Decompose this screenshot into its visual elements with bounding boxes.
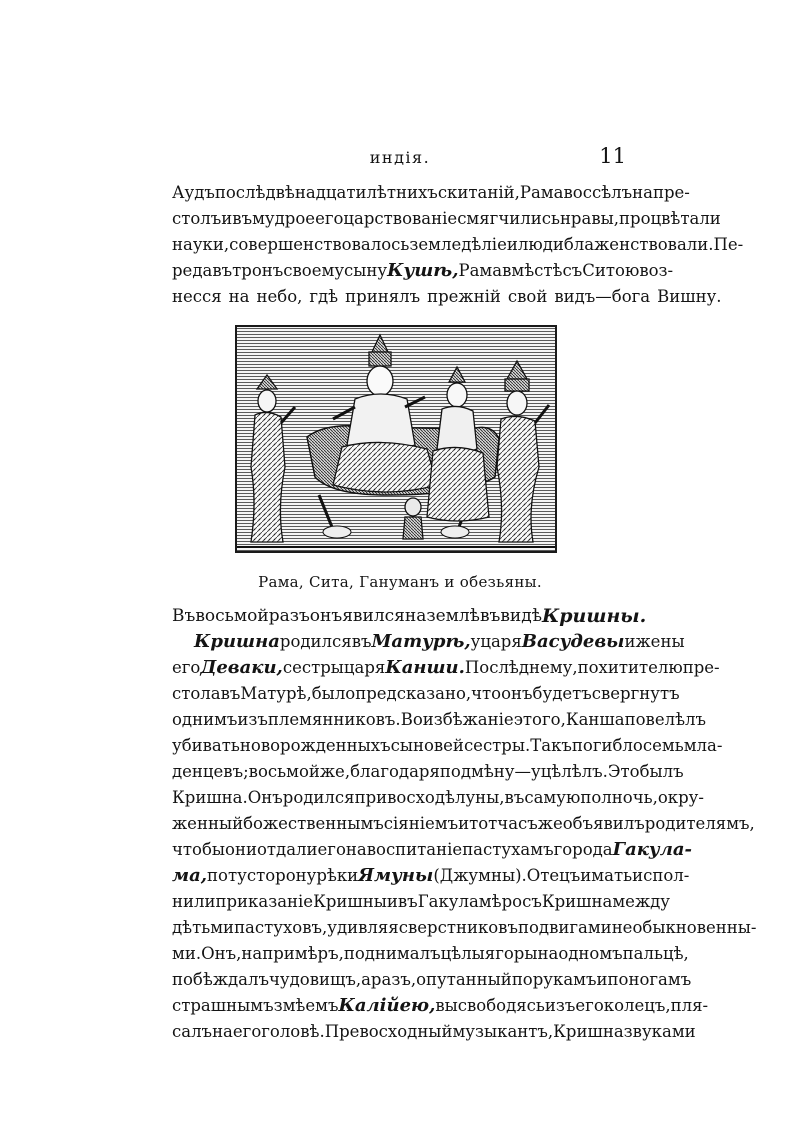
word: двѣнадцатилѣтнихъ [265,183,438,202]
word: повелѣлъ [624,710,707,729]
text-line [172,258,674,284]
word: Это [607,762,640,781]
word: несся [172,287,222,306]
word: пля- [670,996,709,1015]
word: принялъ [345,287,421,306]
word: Аудъ [172,183,215,202]
word: чтобы [172,840,226,859]
word: на [228,287,250,306]
emphasized-word: Кушѣ, [387,260,459,281]
word: напримѣръ, [241,944,344,963]
word: и [506,235,518,254]
word: страшнымъ [172,996,274,1015]
word: Кришны [313,892,387,911]
word: воспитаніе [366,840,463,859]
word: между [612,892,670,911]
word: что [471,684,502,703]
word: восьмой [195,606,269,626]
word: земледѣліе [409,235,507,254]
word: Пе- [713,235,744,254]
word: а [361,970,371,989]
word: родителямъ, [644,814,755,833]
word: своему [283,261,345,280]
word: же, [319,762,351,781]
word: воссѣлъ [563,183,633,202]
word: пастуховъ, [234,918,328,937]
word: пре- [682,658,720,677]
word: люди [517,235,564,254]
word: изъ [237,710,268,729]
word: свергнутъ [591,684,680,703]
word: въ [351,632,372,651]
word: Такъ [530,736,572,755]
word: Рама [458,261,503,280]
text-line [172,811,755,837]
word: они [225,840,257,859]
text-line [172,707,707,733]
word: пастухамъ [462,840,554,859]
word: его [232,1022,262,1041]
word: на [345,840,367,859]
word: испол- [632,866,690,885]
word: самую [524,788,581,807]
word: Вишну. [657,287,722,306]
word: сыну [344,261,388,280]
word: въ [232,209,253,228]
word: на [537,944,559,963]
word: окру- [657,788,704,807]
text-line [172,941,689,967]
paragraph-krishna [172,603,757,1045]
text-line [172,1019,696,1045]
word: небо, [256,287,303,306]
word: колецъ, [603,996,671,1015]
word: явился [342,606,405,626]
word: восьмой [248,762,320,781]
word: женный [172,814,244,833]
word: совершенствовалось [229,235,410,254]
word: и [458,814,470,833]
word: звуками [623,1022,696,1041]
word: столъ [172,209,222,228]
emphasized-word: Кришны. [541,605,647,627]
word: Послѣднему, [464,658,578,677]
word: уцѣлѣлъ. [530,762,608,781]
text-line [172,629,685,655]
word: восходѣ [387,788,455,807]
word: было [311,684,356,703]
word: видъ—бога [554,287,651,306]
word: въ [220,684,241,703]
word: и [386,892,398,911]
text-line [172,915,757,941]
word: Отецъ [526,866,581,885]
word: божественнымъ [243,814,384,833]
emphasized-word: ма, [172,865,208,886]
word: змѣемъ [273,996,339,1015]
word: онъ [309,606,343,626]
text-line [172,284,722,310]
word: же [537,814,563,833]
paragraph-top [172,180,744,310]
word: царя [343,658,386,677]
word: горы [495,944,538,963]
text-line [172,967,692,993]
word: похитителю [577,658,683,677]
word: разъ [268,606,310,626]
word: денцевъ; [172,762,249,781]
word: ми. [172,944,202,963]
word: царствованіе [343,209,458,228]
running-title: индія. [369,148,431,167]
word: смягчились [457,209,560,228]
word: былъ [639,762,684,781]
word: пре- [652,183,690,202]
word: одномъ [558,944,623,963]
text-line [172,759,684,785]
word: побѣждалъ [172,970,269,989]
word: однимъ [172,710,238,729]
word: Превосходный [324,1022,453,1041]
word: — [514,762,531,781]
word: съ [562,261,583,280]
text-line [172,837,693,863]
word: сторону [246,866,317,885]
word: его [575,996,604,1015]
word: жены [635,632,685,651]
word: предсказано, [355,684,472,703]
text-line [172,889,670,915]
text-line [172,232,744,258]
word: мла- [683,736,723,755]
word: блаженствовали. [563,235,714,254]
word: по [511,970,533,989]
word: его [315,209,344,228]
word: его [172,658,201,677]
word: и [580,866,592,885]
word: сестры [282,658,344,677]
emphasized-word: Канши. [385,657,465,678]
emphasized-word: Калійею, [338,995,436,1016]
word: чудовищъ, [268,970,362,989]
word: племянниковъ. [267,710,401,729]
page-number: 11 [599,144,626,168]
word: тотчасъ [469,814,538,833]
word: избѣжаніе [422,710,514,729]
word: родился [279,632,352,651]
word: Гакуламѣ [417,892,502,911]
text-line [172,785,704,811]
word: гдѣ [309,287,339,306]
word: тронъ [232,261,284,280]
word: редавъ [172,261,233,280]
word: необыкновенны- [611,918,757,937]
word: разъ, [370,970,417,989]
emphasized-word: Ямуны [358,865,434,886]
word: у [470,632,481,651]
text-line [172,655,720,681]
word: высвободясь [435,996,545,1015]
text-line [172,180,690,206]
word: Канша [565,710,625,729]
word: сыновей [390,736,464,755]
word: будетъ [532,684,592,703]
word: погибло [571,736,643,755]
word: удивляя [327,918,399,937]
text-line [172,863,690,889]
word: въ [479,606,501,626]
text-line [172,733,723,759]
word: свой [507,287,548,306]
word: мудрое [252,209,316,228]
word: убивать [172,736,240,755]
word: Кришна. [172,788,248,807]
word: объявилъ [562,814,645,833]
word: полночь, [580,788,658,807]
word: въ [504,788,525,807]
word: Матурѣ, [240,684,312,703]
word: ту [227,866,247,885]
word: отдали [256,840,318,859]
word: поднималъ [343,944,441,963]
word: изъ [544,996,576,1015]
word: салъ [172,1022,213,1041]
word: на [632,183,653,202]
word: родился [282,788,355,807]
word: мать [591,866,633,885]
emphasized-word: Гакула- [612,839,693,860]
word: сестры. [463,736,531,755]
word: подмѣну [439,762,515,781]
word: землѣ [426,606,480,626]
word: цѣлыя [440,944,496,963]
running-head [172,144,628,172]
word: онъ [501,684,533,703]
word: благодаря [350,762,440,781]
word: и [596,970,608,989]
emphasized-word: Васудевы [521,631,625,652]
word: нравы, [559,209,620,228]
word: музыкантъ, [452,1022,554,1041]
word: подвигами [517,918,612,937]
word: и [624,632,636,651]
text-line [172,603,647,629]
text-line [172,993,709,1019]
word: рѣки [316,866,359,885]
word: воз- [639,261,674,280]
word: приказаніе [215,892,314,911]
word: этого, [513,710,566,729]
text-line [172,681,680,707]
word: рукамъ [532,970,597,989]
word: его [317,840,346,859]
word: въ [397,892,418,911]
word: нили [172,892,216,911]
word: Рама [519,183,564,202]
word: по [607,970,629,989]
word: Во [400,710,423,729]
word: Онъ, [201,944,242,963]
text-line [172,206,721,232]
word: скитаній, [437,183,520,202]
word: царя [480,632,522,651]
word: (Джумны). [433,866,527,885]
word: головѣ. [261,1022,325,1041]
word: процвѣтали [619,209,721,228]
word: пальцѣ, [622,944,689,963]
word: науки, [172,235,230,254]
word: стола [172,684,221,703]
word: Онъ [247,788,283,807]
emphasized-word: Кришна [194,631,280,652]
illustration-rama-sita-hanuman [235,325,557,553]
word: ногамъ [628,970,692,989]
word: города [553,840,613,859]
emphasized-word: Деваки, [200,657,283,678]
word: Кришна [553,1022,624,1041]
word: при [354,788,388,807]
word: сверстниковъ [398,918,518,937]
word: сіяніемъ [383,814,459,833]
word: прежній [427,287,501,306]
word: на [212,1022,233,1041]
word: Кришна [541,892,613,911]
word: послѣ [214,183,266,202]
word: Ситою [582,261,640,280]
figure-caption: Рама, Сита, Гануманъ и обезьяны. [258,573,542,591]
word: опутанный [416,970,512,989]
word: новорожденныхъ [239,736,391,755]
word: луны, [454,788,505,807]
emphasized-word: Матурѣ, [371,631,471,652]
word: семь [642,736,684,755]
word: вмѣстѣ [502,261,563,280]
word: по [207,866,228,885]
word: дѣтьми [172,918,235,937]
word: на [404,606,427,626]
word: видѣ [500,606,542,626]
word: и [221,209,233,228]
word: Въ [172,606,196,626]
word: росъ [501,892,542,911]
